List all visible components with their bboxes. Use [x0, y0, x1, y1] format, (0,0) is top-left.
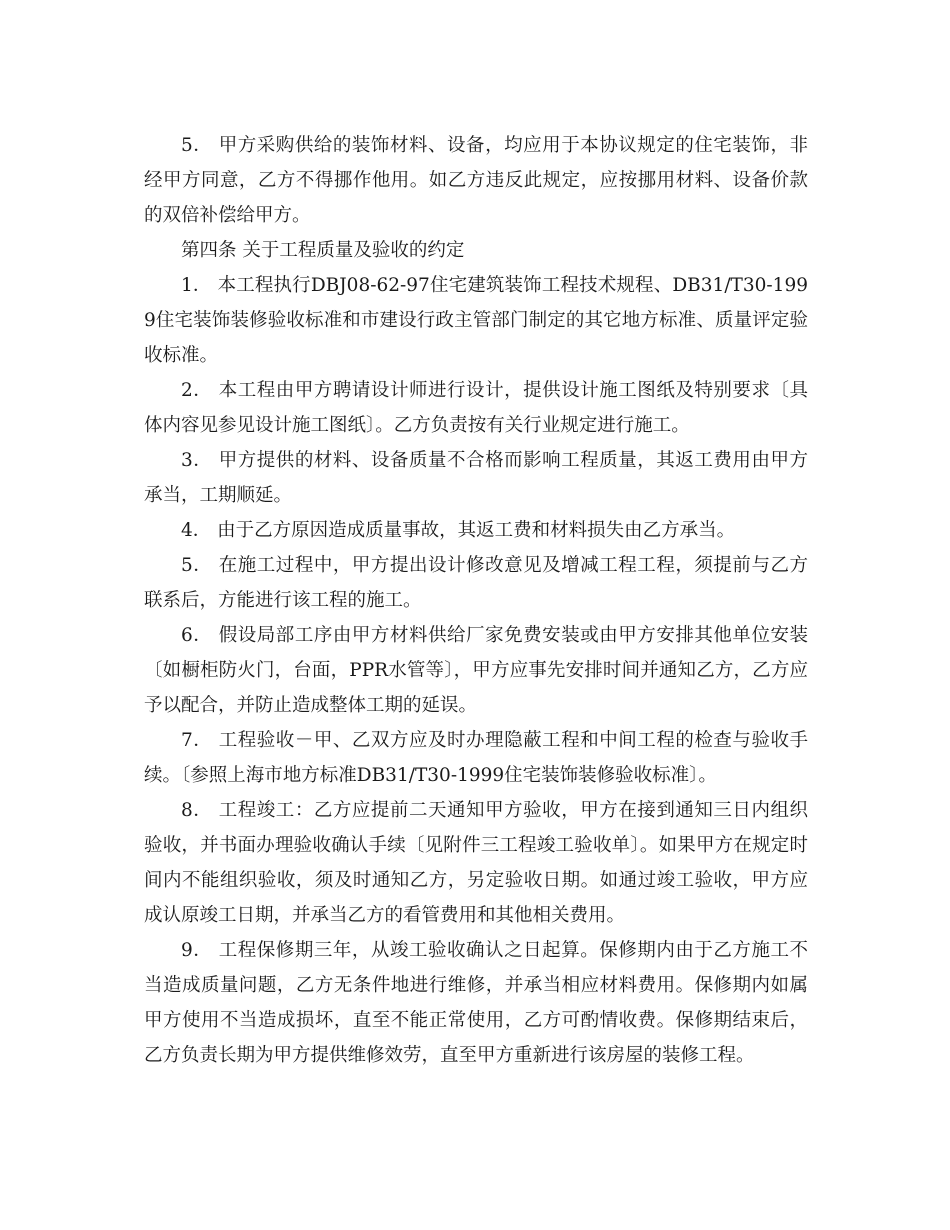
paragraph-item-2-design: 2． 本工程由甲方聘请设计师进行设计，提供设计施工图纸及特别要求〔具体内容见参见设计施工图纸〕。乙方负责按有关行业规定进行施工。 — [144, 380, 808, 436]
paragraph-item-5-materials: 5． 甲方采购供给的装饰材料、设备，均应用于本协议规定的住宅装饰，非经甲方同意，乙方不得挪作他用。如乙方违反此规定，应按挪用材料、设备价款的双倍补偿给甲方。 — [144, 135, 808, 226]
document-body — [144, 128, 808, 1073]
paragraph-item-9-warranty: 9． 工程保修期三年，从竣工验收确认之日起算。保修期内由于乙方施工不当造成质量问题，乙方无条件地进行维修，并承当相应材料费用。保修期内如属甲方使用不当造成损坏，直至不能正常使用，乙方可酌情收费。保修期结束后，乙方负责长期为甲方提供维修效劳，直至甲方重新进行该房屋的装修工程。 — [144, 940, 808, 1066]
paragraph-item-6-installation: 6． 假设局部工序由甲方材料供给厂家免费安装或由甲方安排其他单位安装〔如橱柜防火门，台面，PPR水管等〕，甲方应事先安排时间并通知乙方，乙方应予以配合，并防止造成整体工期的延误。 — [144, 625, 808, 716]
paragraph-item-5-design-change: 5． 在施工过程中，甲方提出设计修改意见及增减工程工程，须提前与乙方联系后，方能进行该工程的施工。 — [144, 555, 808, 611]
paragraph-item-7-inspection: 7． 工程验收－甲、乙双方应及时办理隐蔽工程和中间工程的检查与验收手续。〔参照上海市地方标准DB31/T30-1999住宅装饰装修验收标准〕。 — [144, 730, 808, 786]
paragraph-item-4-quality-accident: 4． 由于乙方原因造成质量事故，其返工费和材料损失由乙方承当。 — [181, 520, 736, 541]
paragraph-item-1-standards: 1． 本工程执行DBJ08-62-97住宅建筑装饰工程技术规程、DB31/T30-1999住宅装饰装修验收标准和市建设行政主管部门制定的其它地方标准、质量评定验收标准。 — [144, 275, 808, 366]
paragraph-item-3-material-quality: 3． 甲方提供的材料、设备质量不合格而影响工程质量，其返工费用由甲方承当，工期顺延。 — [144, 450, 808, 506]
section-heading-article-4: 第四条 关于工程质量及验收的约定 — [181, 240, 465, 261]
paragraph-item-8-completion: 8． 工程竣工：乙方应提前二天通知甲方验收，甲方在接到通知三日内组织验收，并书面办理验收确认手续〔见附件三工程竣工验收单〕。如果甲方在规定时间内不能组织验收，须及时通知乙方，另定验收日期。如通过竣工验收，甲方应成认原竣工日期，并承当乙方的看管费用和其他相关费用。 — [144, 800, 808, 926]
